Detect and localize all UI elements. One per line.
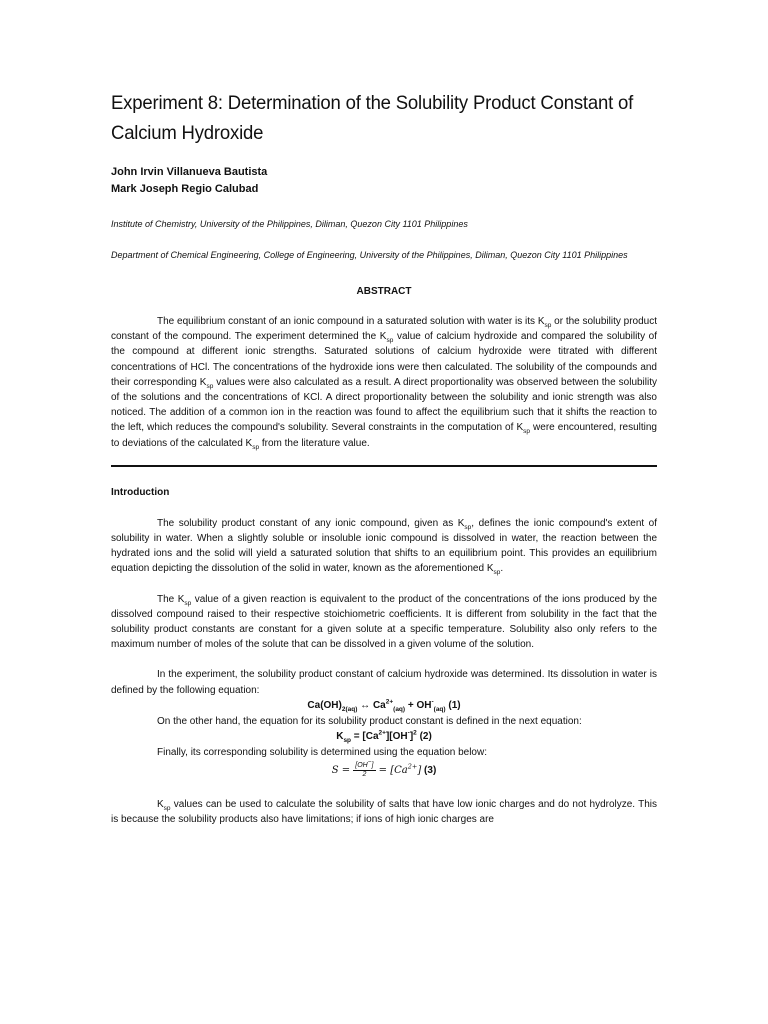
abstract-heading: ABSTRACT: [356, 286, 412, 297]
section-divider: [111, 465, 657, 467]
intro-paragraph-4: $K_{sp}$ values can be used to calculate the solubility of salts that have low ionic charges and do not hydrolyze. This is because the solubility products also have limitations; if ions of high ionic charges are: [111, 798, 657, 826]
paper-content: [111, 88, 657, 827]
introduction-heading: Introduction: [111, 486, 170, 498]
equation-3: S = $\frac{[OH^-]}{2}$ = $[Ca^{2+}]$ (3): [331, 758, 437, 778]
equation-3-label: (3): [424, 764, 437, 776]
equation-1-label: (1): [448, 699, 461, 711]
author-1: John Irvin Villanueva Bautista: [111, 166, 268, 178]
equation-2: $K_{sp} = [Ca^{2+}][OH^-]^2$ (2): [336, 729, 432, 744]
equation-1: $Ca(OH)_{2(aq)}$ ↔ $Ca^{2+}_{(aq)} + OH^-_{(aq)}$ (1): [307, 698, 461, 713]
intro-paragraph-2: The $K_{sp}$ value of a given reaction is equivalent to the product of the concentrations of the ions produced by the dissolved compound raised to their respective stoichiometric coefficients. It is different from solubility in the fact that the solubility product constants are constant for a given solute at a specific temperature. Solubility also only refers to the maximum number of moles of the solute that can be dissolved in a given volume of the solution.: [111, 593, 658, 651]
equation-2-label: (2): [419, 730, 432, 742]
intro-paragraph-1: The solubility product constant of any ionic compound, given as $K_{sp}$, defines the ionic compound's extent of solubility in water. When a slightly soluble or insoluble ionic compound is dissolved in water, the reaction between the hydrated ions and the solid will yield a saturated solution that shifts to an equilibrium point. This provides an equilibrium equation depicting the dissolution of the solid in water, known as the aforementioned $K_{sp}$.: [111, 517, 657, 577]
paper-title: Experiment 8: Determination of the Solubility Product Constant of Calcium Hydroxide: [111, 92, 634, 144]
abstract-text: The equilibrium constant of an ionic compound in a saturated solution with water is its $K_{sp}$ or the solubility product constant of the compound. The experiment determined the $K_{sp}$ value of calcium hydroxide and compared the solubility of the compound at different ionic strengths. Saturated solutions of calcium hydroxide were titrated with different concentrations of HCl. The concentrations of the hydroxide ions were then calculated. The solubility of the compounds and their corresponding $K_{sp}$ values were also calculated as a result. A direct proportionality was observed between the solubility of the solutions and the concentrations of KCl. A direct proportionality between the solubility and ionic strength was also noticed. The addition of a common ion in the reaction was found to affect the equilibrium such that it shifts the reaction to the left, which reduces the compound's solubility. Several constraints in the computation of $K_{sp}$ were encountered, resulting to deviations of the calculated $K_{sp}$ from the literature value.: [111, 316, 658, 451]
intro-paragraph-3: In the experiment, the solubility product constant of calcium hydroxide was determined. Its dissolution in water is defined by the following equation:: [111, 669, 657, 696]
affiliation-2: Department of Chemical Engineering, College of Engineering, University of the Philippines, Diliman, Quezon City 1101 Philippines: [111, 250, 628, 260]
equation-3-intro: Finally, its corresponding solubility is determined using the equation below:: [157, 746, 487, 758]
author-2: Mark Joseph Regio Calubad: [111, 183, 259, 195]
equation-2-intro: On the other hand, the equation for its solubility product constant is defined in the next equation:: [157, 715, 582, 727]
affiliation-1: Institute of Chemistry, University of the Philippines, Diliman, Quezon City 1101 Philippines: [111, 219, 468, 229]
author-list: [111, 164, 657, 198]
